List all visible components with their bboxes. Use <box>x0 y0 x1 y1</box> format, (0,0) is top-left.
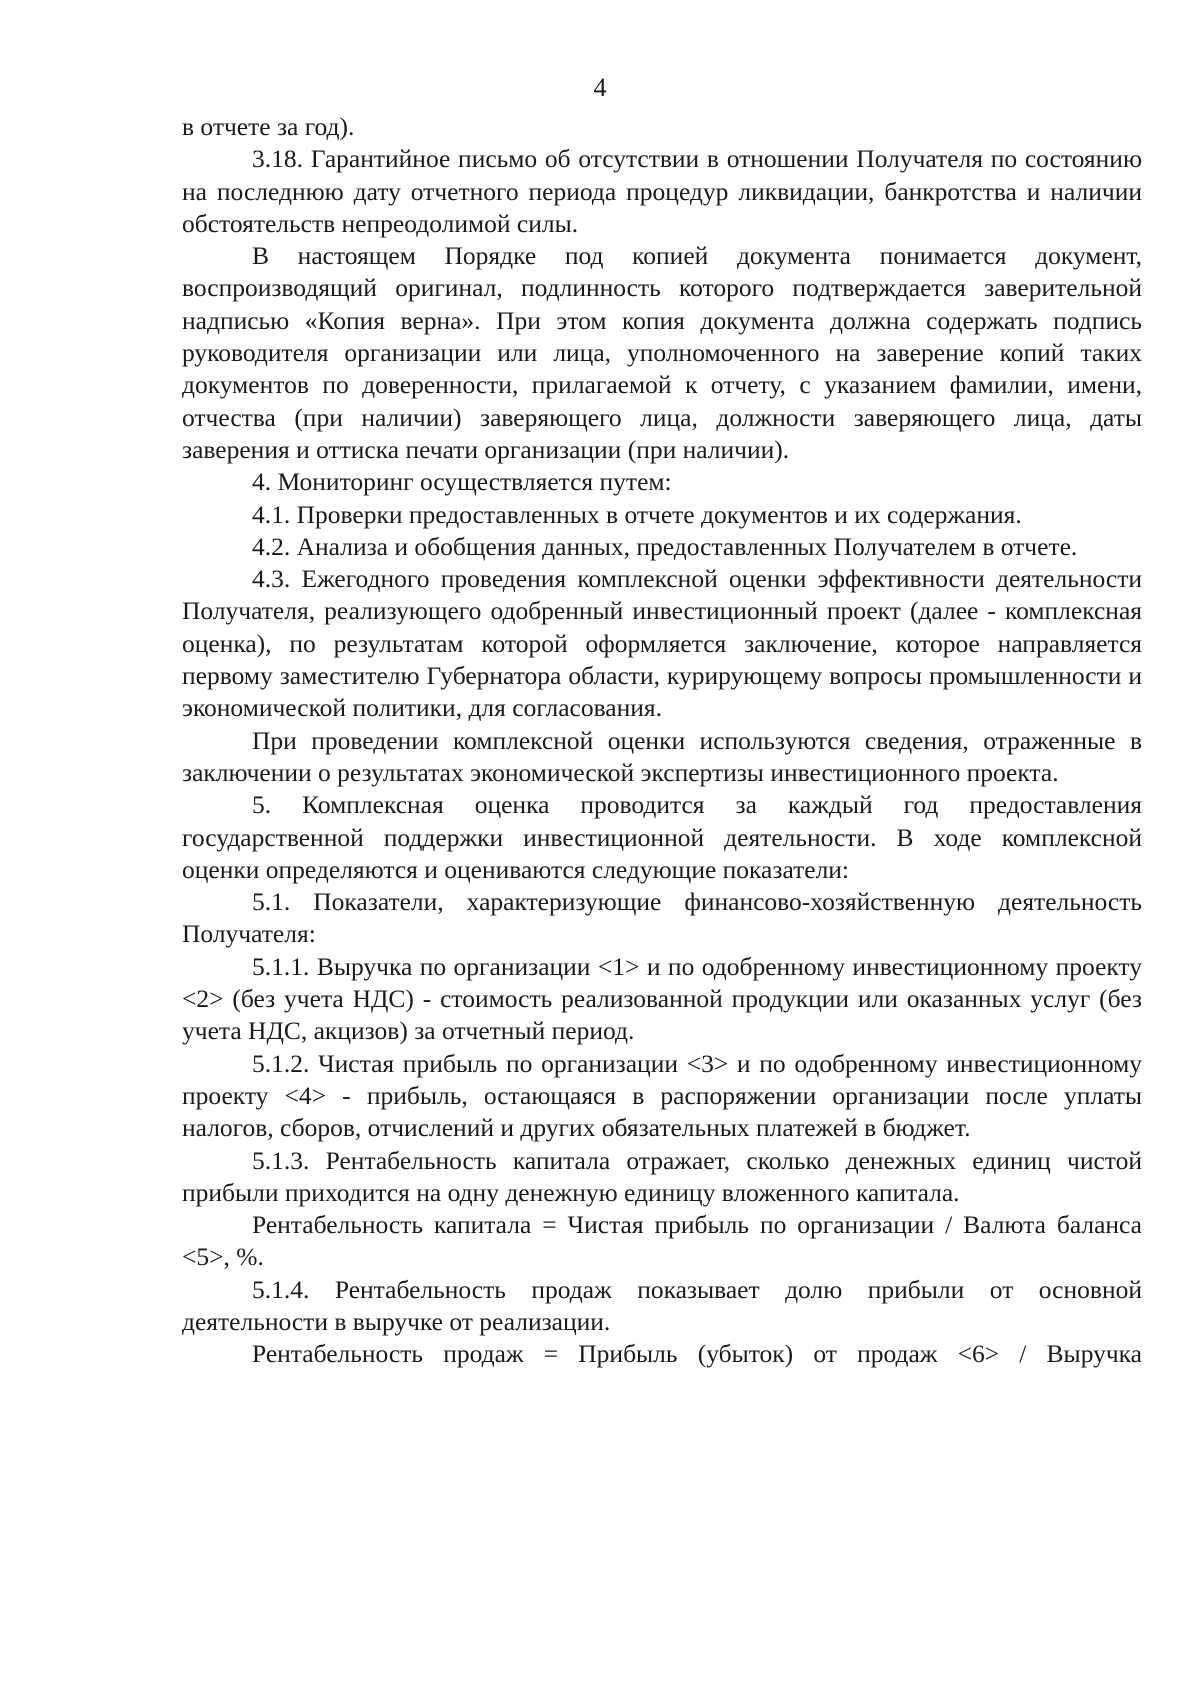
paragraph-3-18: 3.18. Гарантийное письмо об отсутствии в отношении Получателя по состоянию на последнюю дату отчетного периода процедур ликвидации, банкротства и наличии обстоятельств непреодолимой силы. <box>182 144 1142 238</box>
formula-capital-return: Рентабельность капитала = Чистая прибыль по организации / Валюта баланса <5>, %. <box>182 1210 1142 1272</box>
paragraph-5-1-1: 5.1.1. Выручка по организации <1> и по одобренному инвестиционному проекту <2> (без учета НДС) - стоимость реализованной продукции или оказанных услуг (без учета НДС, акцизов) за отчетный период. <box>182 951 1142 1046</box>
paragraph-4: 4. Мониторинг осуществляется путем: <box>252 467 672 497</box>
paragraph-5-1-3: 5.1.3. Рентабельность капитала отражает, сколько денежных единиц чистой прибыли приходится на одну денежную единицу вложенного капитала. <box>182 1145 1142 1207</box>
page-number: 4 <box>593 73 607 102</box>
paragraph-copy-definition: В настоящем Порядке под копией документа понимается документ, воспроизводящий оригинал, подлинность которого подтверждается заверительной надписью «Копия верна». При этом копия документа должна содержать подпись руководителя организации или лица, уполномоченного на заверение копий таких документов по доверенности, прилагаемой к отчету, с указанием фамилии, имени, отчества (при наличии) заверяющего лица, должности заверяющего лица, даты заверения и оттиска печати организации (при наличии). <box>182 241 1142 464</box>
paragraph-assessment-info: При проведении комплексной оценки используются сведения, отраженные в заключении о результатах экономической экспертизы инвестиционного проекта. <box>182 725 1142 787</box>
paragraph-4-1: 4.1. Проверки предоставленных в отчете документов и их содержания. <box>252 499 1022 529</box>
paragraph-4-3: 4.3. Ежегодного проведения комплексной оценки эффективности деятельности Получателя, реализующего одобренный инвестиционный проект (далее - комплексная оценка), по результатам которой оформляется заключение, которое направляется первому заместителю Губернатора области, курирующему вопросы промышленности и экономической политики, для согласования. <box>182 564 1142 723</box>
paragraph-5-1-2: 5.1.2. Чистая прибыль по организации <3> и по одобренному инвестиционному проекту <4> - прибыль, остающаяся в распоряжении организации после уплаты налогов, сборов, отчислений и других обязательных платежей в бюджет. <box>182 1048 1142 1143</box>
paragraph-5-1: 5.1. Показатели, характеризующие финансово-хозяйственную деятельность Получателя: <box>182 887 1142 949</box>
paragraph-continuation: в отчете за год). <box>182 112 355 141</box>
formula-sales-return: Рентабельность продаж = Прибыль (убыток) от продаж <6> / Выручка <box>252 1339 1142 1369</box>
document-body <box>182 111 1142 1371</box>
paragraph-5-1-4: 5.1.4. Рентабельность продаж показывает долю прибыли от основной деятельности в выручке от реализации. <box>182 1274 1142 1336</box>
paragraph-4-2: 4.2. Анализа и обобщения данных, предоставленных Получателем в отчете. <box>252 531 1078 561</box>
paragraph-5: 5. Комплексная оценка проводится за каждый год предоставления государственной поддержки инвестиционной деятельности. В ходе комплексной оценки определяются и оцениваются следующие показатели: <box>182 790 1142 884</box>
